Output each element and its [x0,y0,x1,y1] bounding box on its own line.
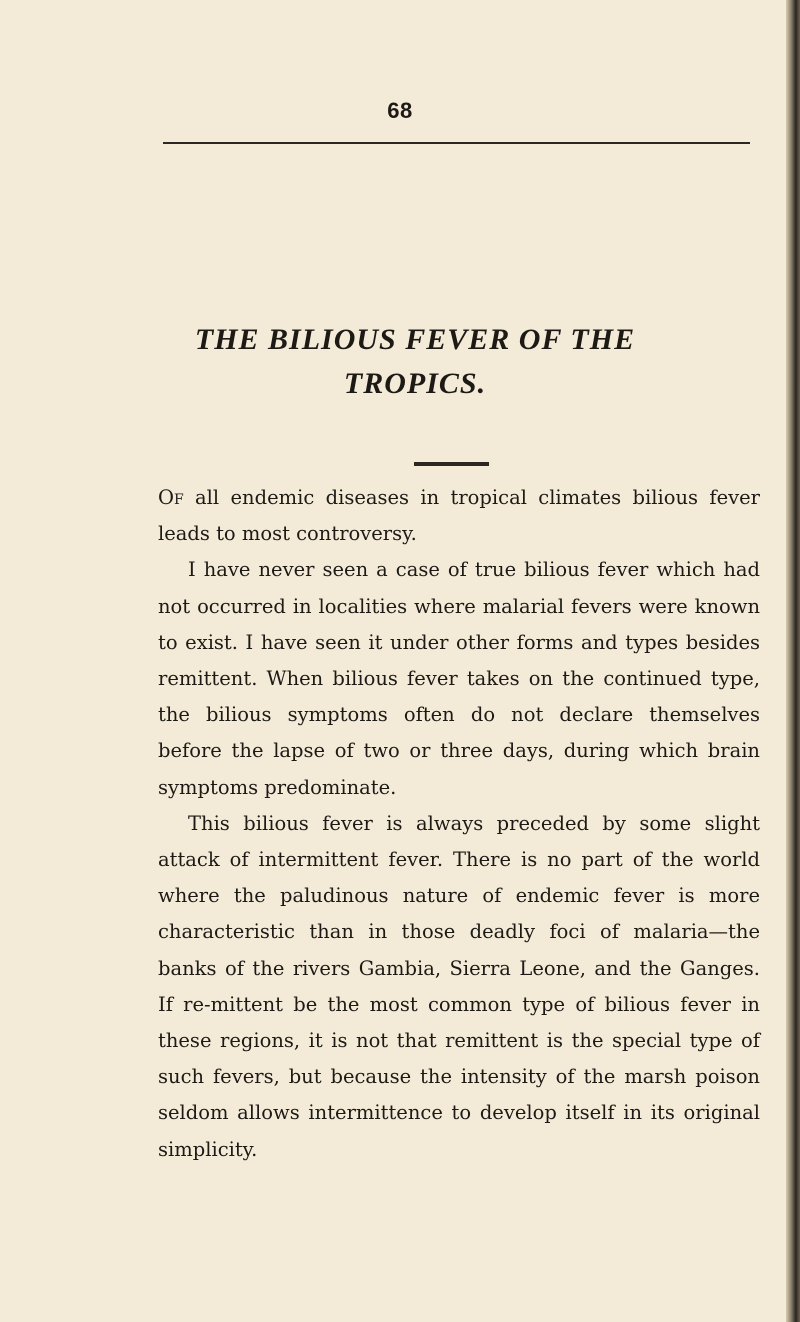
paragraph-1 [158,480,760,552]
body-text [158,480,760,1168]
page-edge [786,0,800,1322]
chapter-title-line-1: THE BILIOUS FEVER OF THE [194,323,636,356]
paragraph-2: I have never seen a case of true bilious fever which had not occurred in localities where malarial fevers were known to exist. I have seen it under other forms and types besides remittent. When bilious fever takes on the continued type, the bilious symptoms often do not declare themselves before the lapse of two or three days, during which brain symptoms predominate. [158,558,760,799]
title-rule [414,462,489,466]
chapter-title [140,318,690,406]
paragraph-lead-word: Of [158,486,184,509]
paragraph-3: This bilious fever is always preceded by some slight attack of intermittent fever. There is no part of the world where the paludinous nature of endemic fever is more characteristic than in those deadly foci of malaria—the banks of the rivers Gambia, Sierra Leone, and the Ganges. If re-mittent be the most common type of bilious fever in these regions, it is not that remittent is the special type of such fevers, but because the intensity of the marsh poison seldom allows intermittence to develop itself in its original simplicity. [158,811,760,1161]
header-rule [163,142,750,144]
chapter-title-line-2: TROPICS. [343,367,487,400]
paragraph-1-text: all endemic diseases in tropical climates bilious fever leads to most controversy. [158,486,760,546]
page-number: 68 [387,98,413,123]
